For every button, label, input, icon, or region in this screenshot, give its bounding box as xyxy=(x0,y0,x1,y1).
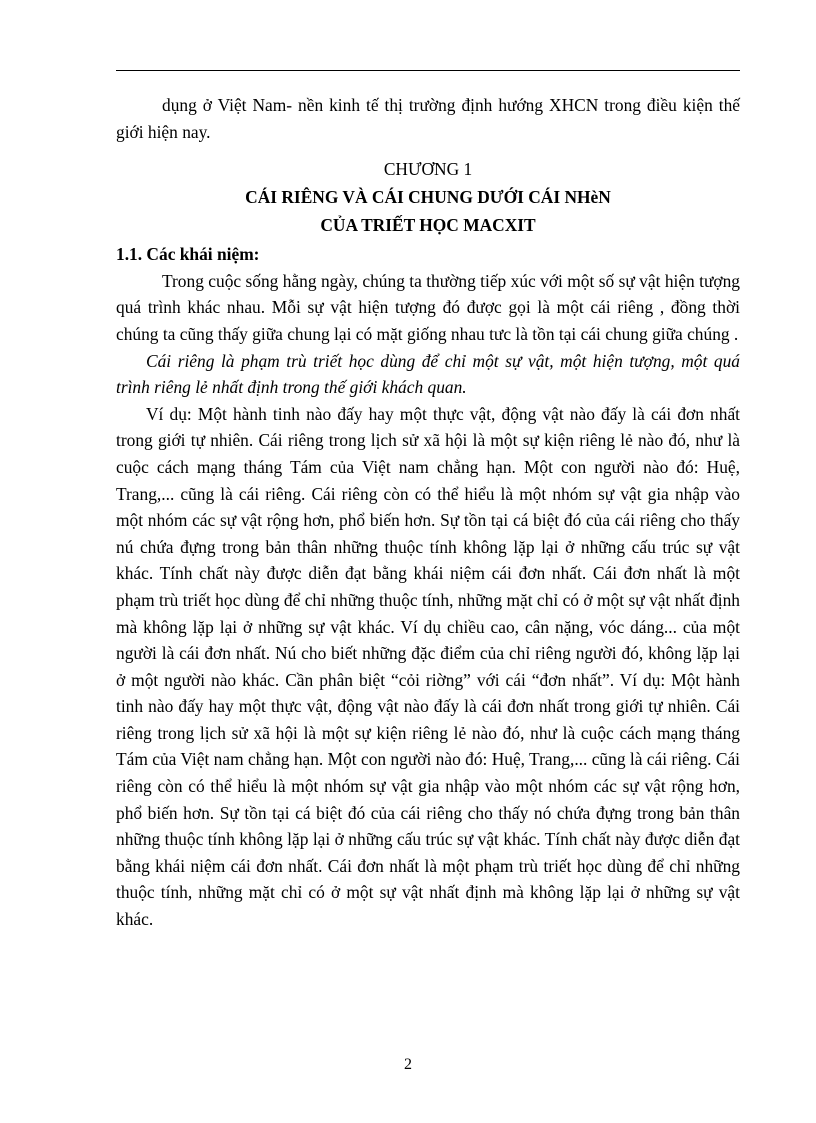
body-paragraph-2: Ví dụ: Một hành tinh nào đấy hay một thực vật, động vật nào đấy là cái đơn nhất trong giới tự nhiên. Cái riêng trong lịch sử xã hội là một sự kiện riêng lẻ nào đó, như là cuộc cách mạng tháng Tám của Việt nam chẳng hạn. Một con người nào đó: Huệ, Trang,... cũng là cái riêng. Cái riêng còn có thể hiểu là một nhóm sự vật gia nhập vào một nhóm các sự vật rộng hơn, phổ biến hơn. Sự tồn tại cá biệt đó của cái riêng cho thấy nú chứa đựng trong bản thân những thuộc tính không lặp lại ở những cấu trúc sự vật khác. Tính chất này được diễn đạt bằng khái niệm cái đơn nhất. Cái đơn nhất là một phạm trù triết học dùng để chỉ những thuộc tính, những mặt chỉ có ở một sự vật nhất định mà không lặp lại ở những sự vật khác. Ví dụ chiều cao, cân nặng, vóc dáng... của một người là cái đơn nhất. Nú cho biết những đặc điểm của chỉ riêng người đó, không lặp lại ở một người nào khác. Cần phân biệt “cỏi riờng” với cái “đơn nhất”. Ví dụ: Một hành tinh nào đấy hay một thực vật, động vật nào đấy là cái đơn nhất trong giới tự nhiên. Cái riêng trong lịch sử xã hội là một sự kiện riêng lẻ nào đó, như là cuộc cách mạng tháng Tám của Việt nam chẳng hạn. Một con người nào đó: Huệ, Trang,... cũng là cái riêng. Cái riêng còn có thể hiểu là một nhóm sự vật gia nhập vào một nhóm các sự vật rộng hơn, phổ biến hơn. Sự tồn tại cá biệt đó của cái riêng cho thấy nó chứa đựng trong bản thân những thuộc tính không lặp lại ở những cấu trúc sự vật khác. Tính chất này được diễn đạt bằng khái niệm cái đơn nhất. Cái đơn nhất là một phạm trù triết học dùng để chỉ những thuộc tính, những mặt chỉ có ở một sự vật nhất định mà không lặp lại ở những sự vật khác. xyxy=(116,403,740,930)
section-heading: 1.1. Các khái niệm: xyxy=(116,244,260,265)
page-content xyxy=(116,92,740,933)
intro-paragraph: dụng ở Việt Nam- nền kinh tế thị trường định hướng XHCN trong điều kiện thế giới hiện nay. xyxy=(116,95,740,142)
header-rule xyxy=(116,70,740,71)
chapter-title-line-1: CÁI RIÊNG VÀ CÁI CHUNG DƯỚI CÁI NHèN xyxy=(245,187,611,208)
page-number: 2 xyxy=(404,1056,412,1073)
chapter-title-line-2: CỦA TRIẾT HỌC MACXIT xyxy=(320,215,536,236)
chapter-number: CHƯƠNG 1 xyxy=(383,159,473,180)
definition-paragraph: Cái riêng là phạm trù triết học dùng để chỉ một sự vật, một hiện tượng, một quá trình riêng lẻ nhất định trong thế giới khách quan. xyxy=(116,350,740,398)
body-paragraph-1: Trong cuộc sống hằng ngày, chúng ta thường tiếp xúc với một số sự vật hiện tượng quá trình khác nhau. Mỗi sự vật hiện tượng đó được gọi là một cái riêng , đồng thời chúng ta cũng thấy giữa chung lại có mặt giống nhau tưc là tồn tại cái chung giữa chúng . xyxy=(116,270,740,344)
